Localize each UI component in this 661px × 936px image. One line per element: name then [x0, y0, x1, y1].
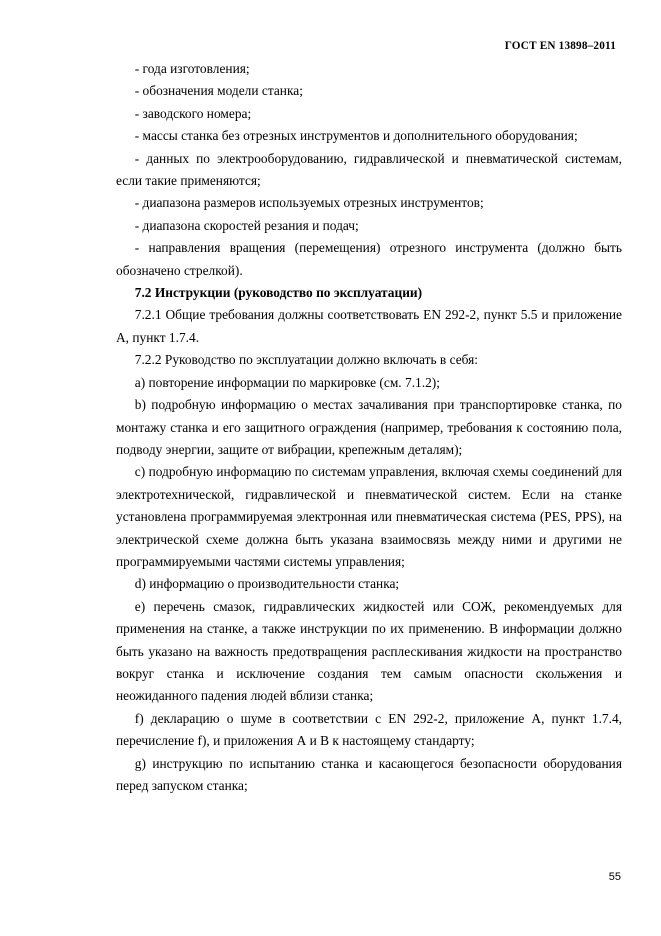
- list-item: - диапазона скоростей резания и подач;: [134, 217, 359, 233]
- list-item: a) повторение информации по маркировке (см. 7.1.2);: [134, 374, 440, 390]
- list-item: d) информацию о производительности станка;: [134, 576, 400, 592]
- document-code-header: ГОСТ EN 13898–2011: [504, 40, 616, 52]
- list-item: c) подробную информацию по системам управления, включая схемы соединений для электротехнической, гидравлической и пневматической систем. Если на станке установлена программируемая электронная или пневматическая система (PES, PPS), на электрической схеме должна быть указана взаимосвязь между ними и другими не программируемыми частями системы управления;: [116, 464, 622, 569]
- section-heading: 7.2 Инструкции (руководство по эксплуатации): [134, 285, 423, 301]
- list-item: - заводского номера;: [134, 105, 252, 121]
- list-item: e) перечень смазок, гидравлических жидкостей или СОЖ, рекомендуемых для применения на станке, а также инструкции по их применению. В информации должно быть указано на важность предотвращения расплескивания жидкости на пространство вокруг станка и исключение создания тем самым опасности скольжения и неожиданного падения людей вблизи станка;: [116, 598, 622, 704]
- list-item: - года изготовления;: [134, 61, 250, 76]
- body-text: [116, 58, 622, 797]
- page-number: 55: [608, 871, 621, 883]
- list-item: b) подробную информацию о местах зачаливания при транспортировке станка, по монтажу станка и его защитного ограждения (например, требования к состоянию пола, подводу энергии, защите от вибрации, крепежным деталям);: [116, 397, 622, 457]
- paragraph: 7.2.2 Руководство по эксплуатации должно включать в себя:: [134, 352, 479, 368]
- list-item: - обозначения модели станка;: [134, 83, 303, 99]
- list-item: - данных по электрооборудованию, гидравлической и пневматической системам, если такие применяются;: [116, 150, 622, 189]
- list-item: g) инструкцию по испытанию станка и касающегося безопасности оборудования перед запуском станка;: [116, 755, 622, 793]
- list-item: f) декларацию о шуме в соответствии с EN 292-2, приложение А, пункт 1.7.4, перечисление f), и приложения А и В к настоящему стандарту;: [116, 710, 622, 749]
- paragraph: 7.2.1 Общие требования должны соответствовать EN 292-2, пункт 5.5 и приложение А, пункт 1.7.4.: [116, 307, 622, 345]
- list-item: - направления вращения (перемещения) отрезного инструмента (должно быть обозначено стрелкой).: [116, 240, 622, 278]
- list-item: - массы станка без отрезных инструментов и дополнительного оборудования;: [134, 128, 578, 144]
- list-item: - диапазона размеров используемых отрезных инструментов;: [134, 195, 484, 211]
